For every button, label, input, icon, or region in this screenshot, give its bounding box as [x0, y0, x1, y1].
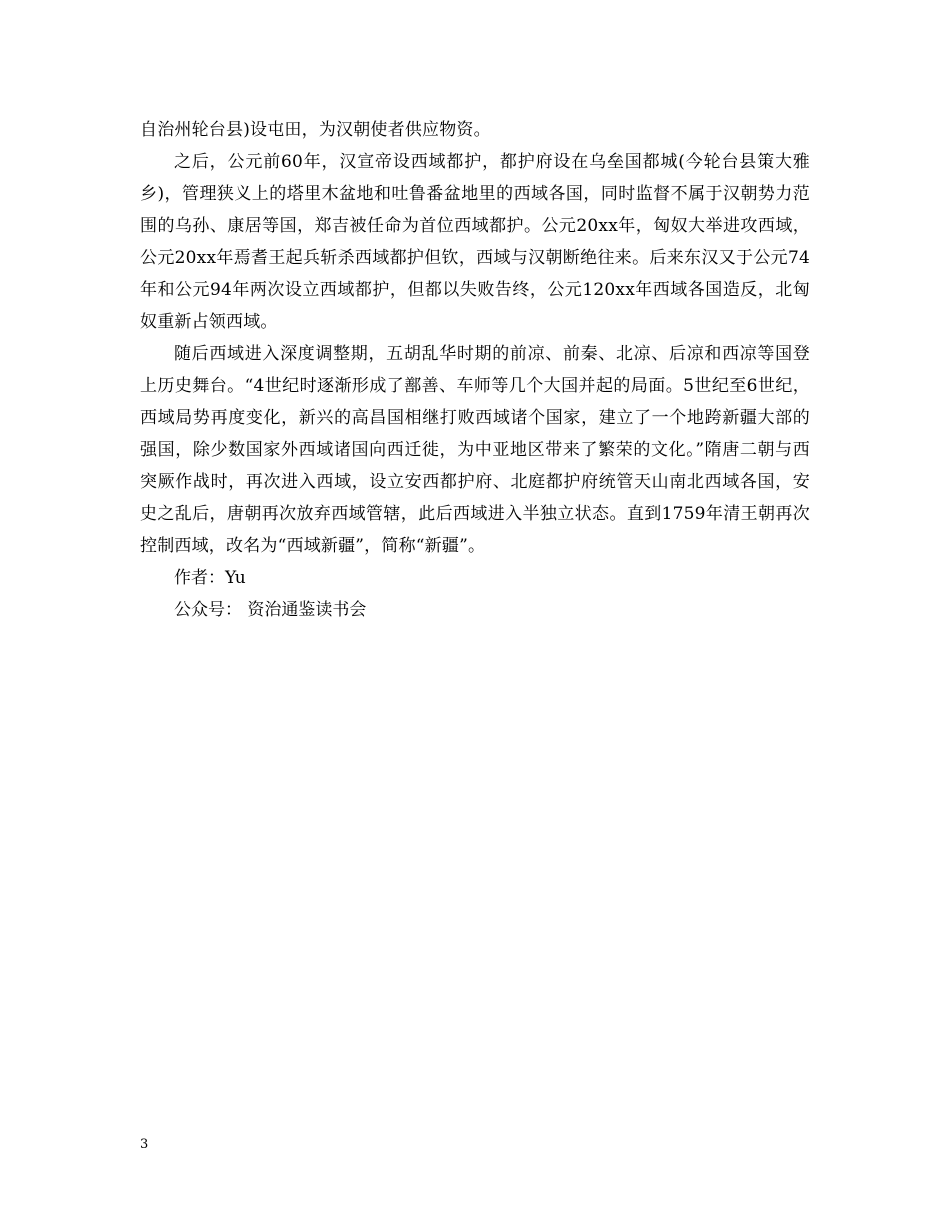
author-line: 作者：Yu [174, 568, 246, 588]
paragraph-western-regions-protectorate: 之后，公元前60年，汉宣帝设西域都护，都护府设在乌垒国都城(今轮台县策大雅乡)，管理狭义上的塔里木盆地和吐鲁番盆地里的西域各国，同时监督不属于汉朝势力范围的乌孙、康居等国，郑吉被任命为首位西域都护。公元20xx年，匈奴大举进攻西域，公元20xx年焉耆王起兵斩杀西域都护但钦，西域与汉朝断绝往来。后来东汉又于公元74年和公元94年两次设立西域都护，但都以失败告终，公元120xx年西域各国造反，北匈奴重新占领西域。 [140, 152, 810, 332]
paragraph-later-history: 随后西域进入深度调整期，五胡乱华时期的前凉、前秦、北凉、后凉和西凉等国登上历史舞台。“4世纪时逐渐形成了鄯善、车师等几个大国并起的局面。5世纪至6世纪，西域局势再度变化，新兴的高昌国相继打败西域诸个国家，建立了一个地跨新疆大部的强国，除少数国家外西域诸国向西迁徙，为中亚地区带来了繁荣的文化。”隋唐二朝与西突厥作战时，再次进入西域，设立安西都护府、北庭都护府统管天山南北西域各国，安史之乱后，唐朝再次放弃西域管辖，此后西域进入半独立状态。直到1759年清王朝再次控制西域，改名为“西域新疆”，简称“新疆”。 [140, 344, 810, 556]
page-number: 3 [140, 1137, 149, 1152]
public-account-line: 公众号： 资治通鉴读书会 [174, 600, 367, 620]
document-body [140, 114, 810, 626]
paragraph-continuation: 自治州轮台县)设屯田，为汉朝使者供应物资。 [140, 120, 491, 140]
